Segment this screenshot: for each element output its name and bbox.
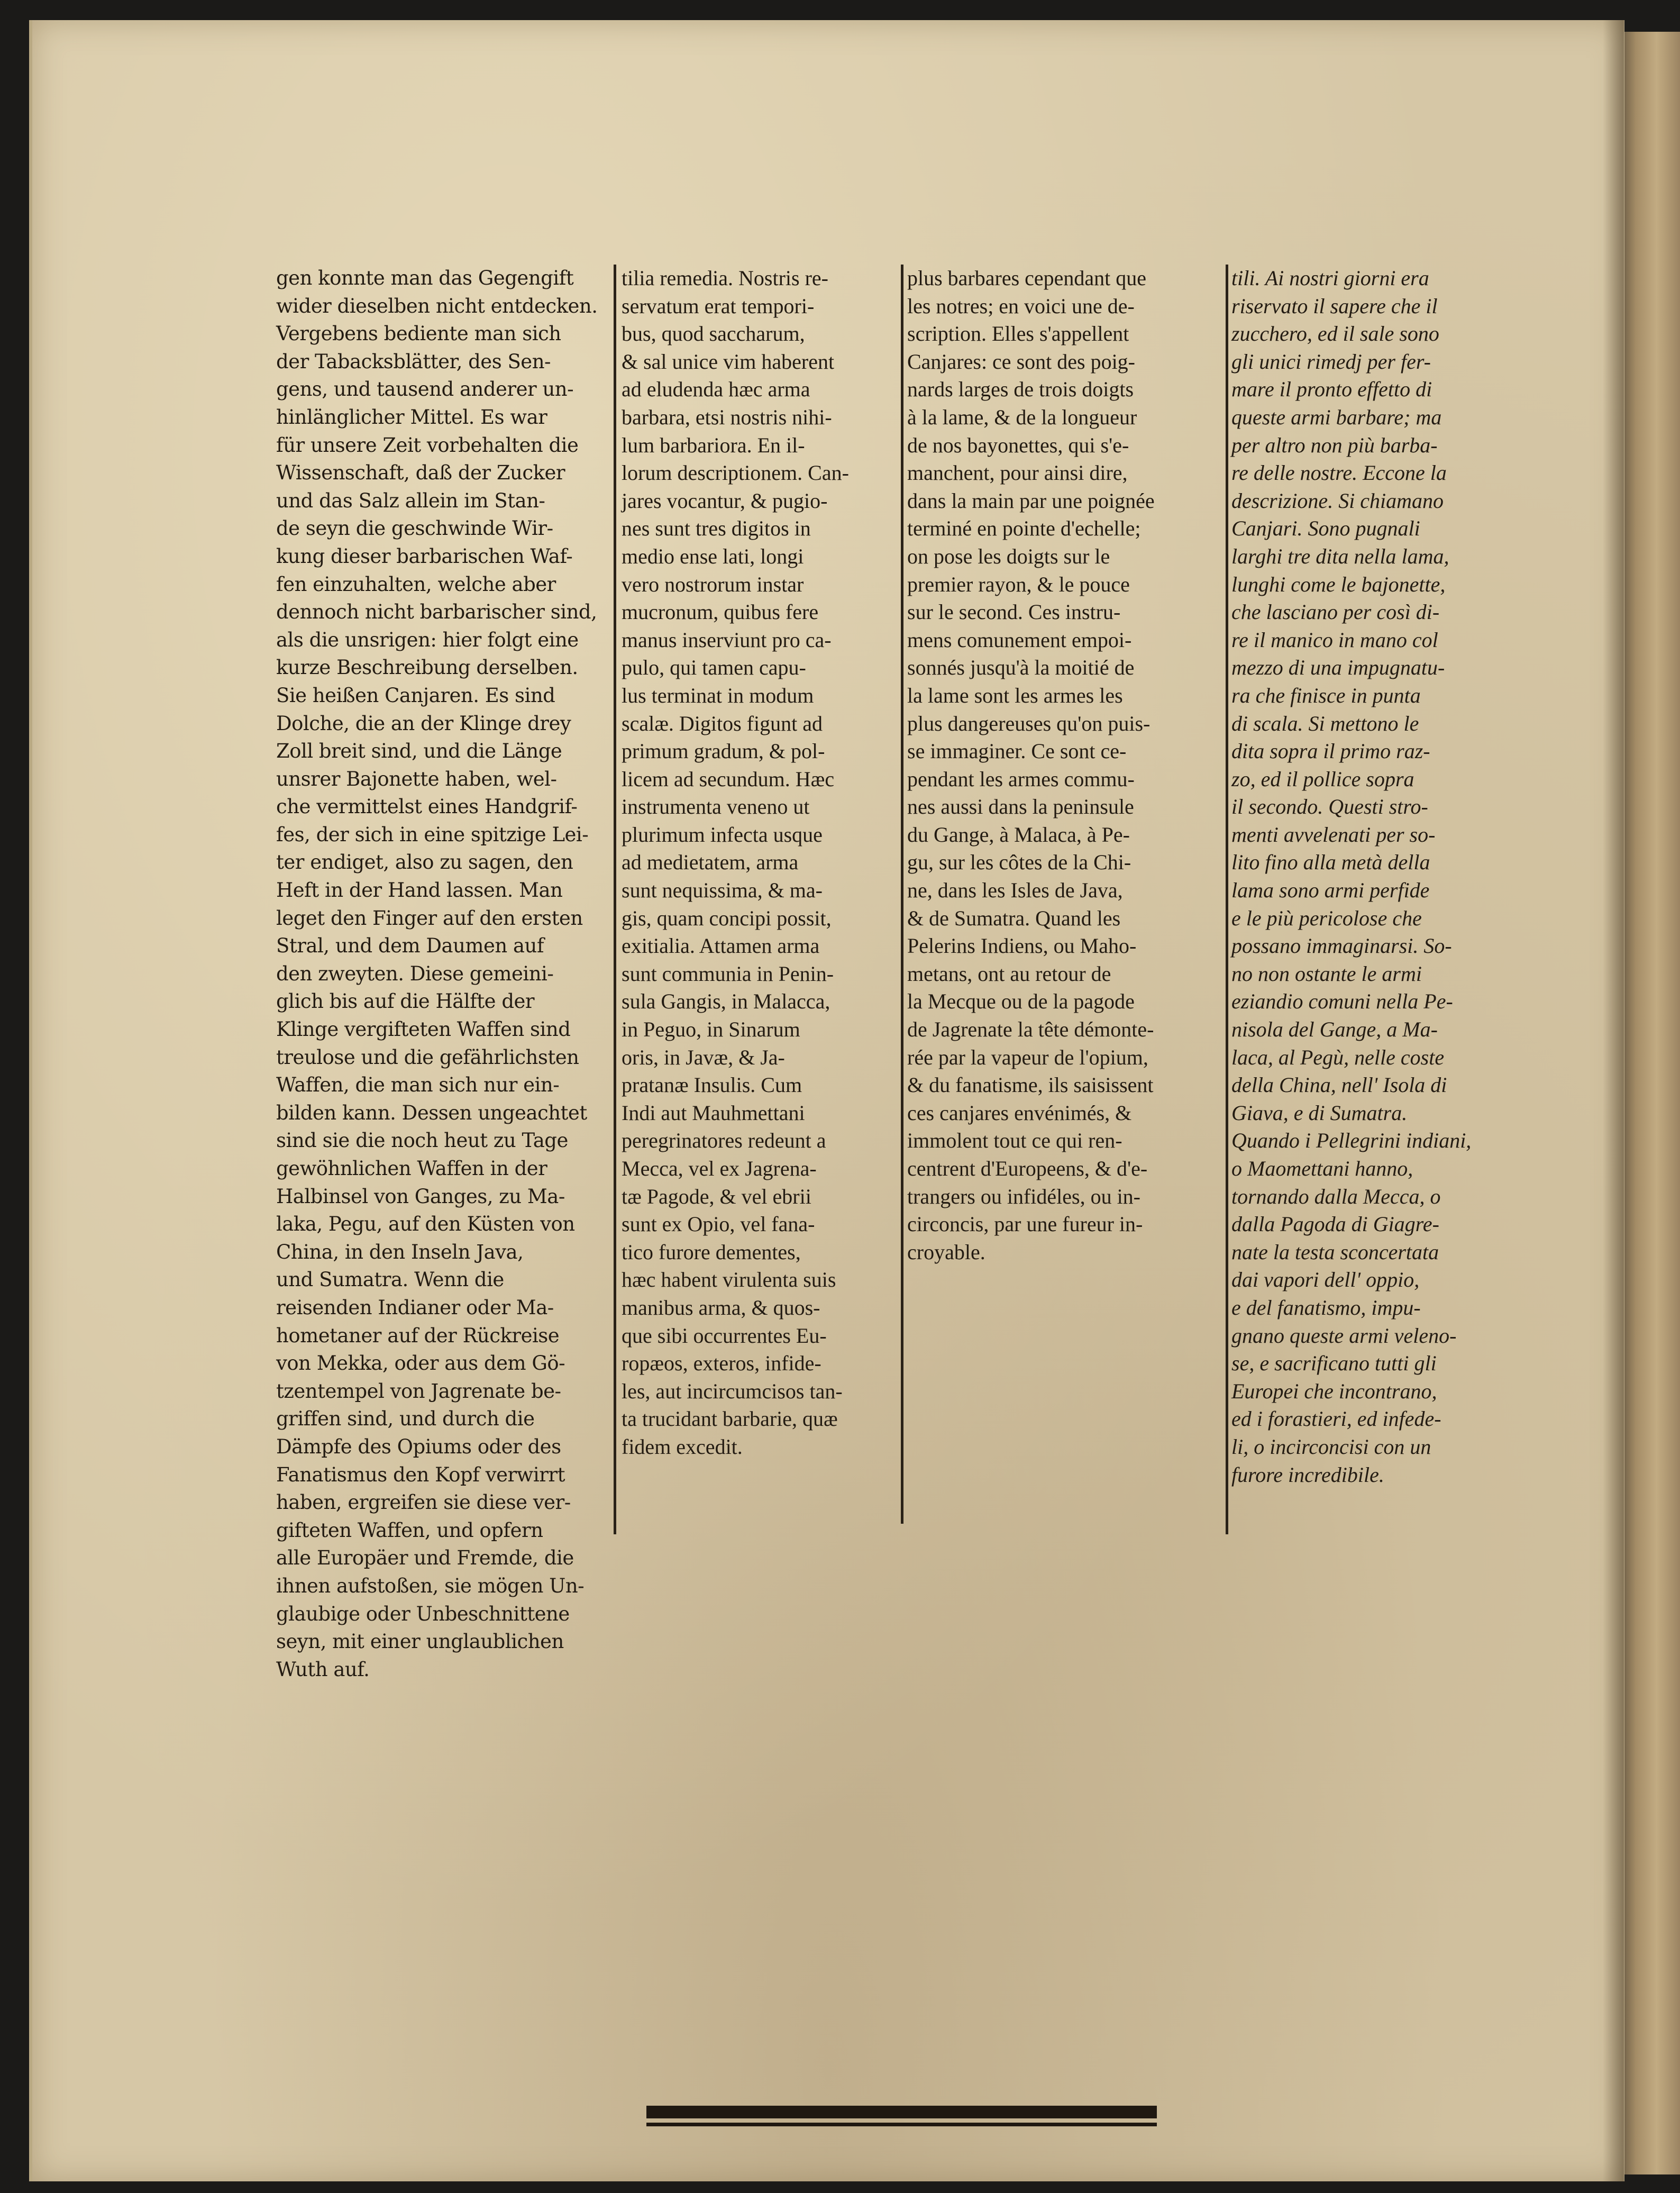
section-end-rule — [646, 2106, 1157, 2128]
column-divider-1 — [614, 265, 616, 1534]
binding-shadow — [1603, 20, 1624, 2181]
latin-column: tilia remedia. Nostris re- servatum erat tempori- bus, quod saccharum, & sal unice vim haberent ad eludenda hæc arma barbara, etsi nostris nihi- lum barbariora. En il- lorum descriptionem. Can- jares vocantur, & pugio- nes sunt tres digitos in medio ense lati, longi vero nostrorum instar mucronum, quibus fere manus inserviunt pro ca- pulo, qui tamen capu- lus terminat in modum scalæ. Digitos figunt ad primum gradum, & pol- licem ad secundum. Hæc instrumenta veneno ut plurimum infecta usque ad medietatem, arma sunt nequissima, & ma- gis, quam concipi possit, exitialia. Attamen arma sunt communia in Penin- sula Gangis, in Malacca, in Peguo, in Sinarum oris, in Javæ, & Ja- pratanæ Insulis. Cum Indi aut Mauhmettani peregrinatores redeunt a Mecca, vel ex Jagrena- tæ Pagode, & vel ebrii sunt ex Opio, vel fana- tico furore dementes, hæc habent virulenta suis manibus arma, & quos- que sibi occurrentes Eu- ropæos, exteros, infide- les, aut incircumcisos tan- ta trucidant barbarie, quæ fidem excedit. — [622, 266, 849, 1459]
section-end-rule-thin — [646, 2123, 1157, 2126]
italian-column: tili. Ai nostri giorni era riservato il sapere che il zucchero, ed il sale sono gli unici rimedj per fer- mare il pronto effetto di queste armi barbare; ma per altro non più barba- re delle nostre. Eccone la descrizione. Si chiamano Canjari. Sono pugnali larghi tre dita nella lama, lunghi come le bajonette, che lasciano per così di- re il manico in mano col mezzo di una impugnatu- ra che finisce in punta di scala. Si mettono le dita sopra il primo raz- zo, ed il pollice sopra il secondo. Questi stro- menti avvelenati per so- lito fino alla metà della lama sono armi perfide e le più pericolose che possano immaginarsi. So- no non ostante le armi eziandio comuni nella Pe- nisola del Gange, a Ma- laca, al Pegù, nelle coste della China, nell' Isola di Giava, e di Sumatra. Quando i Pellegrini indiani, o Maomettani hanno, tornando dalla Mecca, o dalla Pagoda di Giagre- nate la testa sconcertata dai vapori dell' oppio, e del fanatismo, impu- gnano queste armi veleno- se, e sacrificano tutti gli Europei che incontrano, ed i forastieri, ed infede- li, o incirconcisi con un furore incredibile. — [1231, 266, 1472, 1487]
next-page-edge — [1621, 32, 1680, 2174]
section-end-rule-thick — [646, 2106, 1157, 2118]
column-divider-2 — [901, 265, 903, 1524]
french-column: plus barbares cependant que les notres; en voici une de- scription. Elles s'appellent Canjares: ce sont des poig- nards larges de trois doigts à la lame, & de la longueur de nos bayonettes, qui s'e- manchent, pour ainsi dire, dans la main par une poignée terminé en pointe d'echelle; on pose les doigts sur le premier rayon, & le pouce sur le second. Ces instru- mens comunement empoi- sonnés jusqu'à la moitié de la lame sont les armes les plus dangereuses qu'on puis- se immaginer. Ce sont ce- pendant les armes commu- nes aussi dans la peninsule du Gange, à Malaca, à Pe- gu, sur les côtes de la Chi- ne, dans les Isles de Java, & de Sumatra. Quand les Pelerins Indiens, ou Maho- metans, ont au retour de la Mecque ou de la pagode de Jagrenate la tête démonte- rée par la vapeur de l'opium, & du fanatisme, ils saisissent ces canjares envénimés, & immolent tout ce qui ren- centrent d'Europeens, & d'e- trangers ou infidéles, ou in- circoncis, par une fureur in- croyable. — [907, 266, 1155, 1264]
column-divider-3 — [1226, 265, 1228, 1534]
german-column: gen konnte man das Gegengift wider dieselben nicht entdecken. Vergebens bediente man sich der Tabacksblätter, des Sen- gens, und tausend anderer un- hinlänglicher Mittel. Es war für unsere Zeit vorbehalten die Wissenschaft, daß der Zucker und das Salz allein im Stan- de seyn die geschwinde Wir- kung dieser barbarischen Waf- fen einzuhalten, welche aber dennoch nicht barbarischer sind, als die unsrigen: hier folgt eine kurze Beschreibung derselben. Sie heißen Canjaren. Es sind Dolche, die an der Klinge drey Zoll breit sind, und die Länge unsrer Bajonette haben, wel- che vermittelst eines Handgrif- fes, der sich in eine spitzige Lei- ter endiget, also zu sagen, den Heft in der Hand lassen. Man leget den Finger auf den ersten Stral, und dem Daumen auf den zweyten. Diese gemeini- glich bis auf die Hälfte der Klinge vergifteten Waffen sind treulose und die gefährlichsten Waffen, die man sich nur ein- bilden kann. Dessen ungeachtet sind sie die noch heut zu Tage gewöhnlichen Waffen in der Halbinsel von Ganges, zu Ma- laka, Pegu, auf den Küsten von China, in den Inseln Java, und Sumatra. Wenn die reisenden Indianer oder Ma- hometaner auf der Rückreise von Mekka, oder aus dem Gö- tzentempel von Jagrenate be- griffen sind, und durch die Dämpfe des Opiums oder des Fanatismus den Kopf verwirrt haben, ergreifen sie diese ver- gifteten Waffen, und opfern alle Europäer und Fremde, die ihnen aufstoßen, sie mögen Un- glaubige oder Unbeschnittene seyn, mit einer unglaublichen Wuth auf. — [276, 267, 598, 1681]
